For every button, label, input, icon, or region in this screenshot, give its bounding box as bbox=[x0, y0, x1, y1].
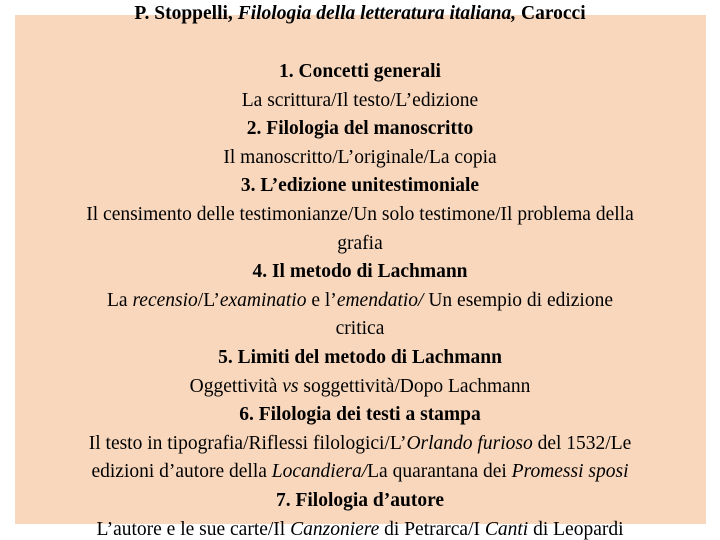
chapter-heading: 5. Limiti del metodo di Lachmann bbox=[218, 346, 502, 368]
topic-text: soggettività/Dopo Lachmann bbox=[298, 375, 531, 397]
topic-text: Il manoscritto/L’originale/La copia bbox=[223, 146, 497, 168]
book-title: Filologia della letteratura italiana, bbox=[237, 3, 517, 24]
chapter-topics-line bbox=[0, 87, 720, 116]
topic-text: Oggettività bbox=[189, 375, 283, 397]
chapter-topics-line bbox=[0, 430, 720, 459]
italic-title-text: emendatio/ bbox=[336, 289, 424, 311]
topic-text: e l’ bbox=[306, 289, 337, 311]
italic-title-text: vs bbox=[282, 375, 299, 397]
chapter-topics-line bbox=[0, 230, 720, 259]
chapter-heading: 1. Concetti generali bbox=[279, 61, 441, 82]
topic-text: L’autore e le sue carte/Il bbox=[96, 518, 291, 540]
topic-text: /L’ bbox=[197, 289, 220, 311]
table-of-contents bbox=[0, 58, 720, 540]
topic-text: critica bbox=[335, 318, 385, 340]
italic-title-text: Promessi sposi bbox=[511, 461, 629, 483]
chapter-heading: 3. L’edizione unitestimoniale bbox=[240, 175, 480, 197]
chapter-heading: 4. Il metodo di Lachmann bbox=[252, 261, 468, 283]
chapter-topics-line bbox=[0, 201, 720, 230]
chapter-heading: 6. Filologia dei testi a stampa bbox=[239, 404, 481, 426]
italic-title-text: examinatio bbox=[219, 289, 307, 311]
chapter-topics-line bbox=[0, 287, 720, 316]
topic-text: Il censimento delle testimonianze/Un solo testimone/Il problema della bbox=[86, 203, 634, 225]
italic-title-text: recensio bbox=[132, 289, 198, 311]
book-author: P. Stoppelli, bbox=[134, 3, 233, 24]
topic-text: Un esempio di edizione bbox=[423, 289, 614, 311]
topic-text: La scrittura/Il testo/L’edizione bbox=[241, 89, 479, 111]
topic-text: Il testo in tipografia/Riflessi filologici/L’ bbox=[88, 432, 407, 454]
chapter-topics-line bbox=[0, 516, 720, 540]
topic-text: di Leopardi bbox=[528, 518, 624, 540]
topic-text: edizioni d’autore della bbox=[91, 461, 272, 483]
italic-title-text: Canzoniere bbox=[290, 518, 380, 540]
chapter-topics-line bbox=[0, 458, 720, 487]
italic-title-text: Orlando furioso bbox=[406, 432, 533, 454]
chapter-topics-line bbox=[0, 144, 720, 173]
book-publisher: Carocci bbox=[521, 3, 586, 24]
chapter-topics-line bbox=[0, 373, 720, 402]
topic-text: grafia bbox=[337, 232, 383, 254]
italic-title-text: Canti bbox=[484, 518, 529, 540]
book-reference bbox=[0, 2, 720, 26]
topic-text: La bbox=[106, 289, 133, 311]
topic-text: La quarantana dei bbox=[367, 461, 512, 483]
chapter-topics-line bbox=[0, 315, 720, 344]
italic-title-text: Locandiera/ bbox=[271, 461, 368, 483]
topic-text: del 1532/Le bbox=[532, 432, 632, 454]
topic-text: di Petrarca/I bbox=[379, 518, 485, 540]
chapter-heading: 2. Filologia del manoscritto bbox=[246, 118, 474, 140]
chapter-heading: 7. Filologia d’autore bbox=[275, 489, 445, 511]
